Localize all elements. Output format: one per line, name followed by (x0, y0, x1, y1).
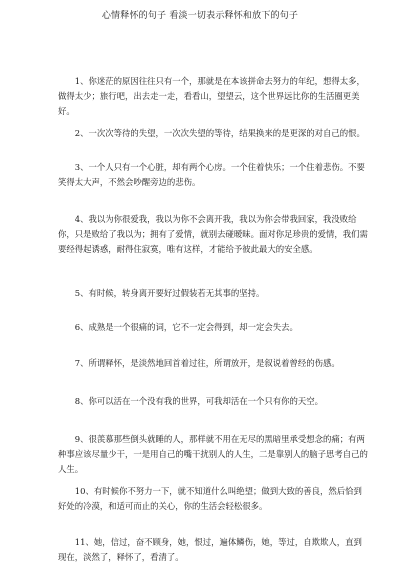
paragraph-4: 4、我以为你很爱我，我以为你不会离开我，我以为你会带我回家，我没败给你，只是败给了我以为；拥有了爱情，就别去碰暧昧。面对你足珍贵的爱情，我们需要经得起诱惑，耐得住寂寞，唯有这样，才能给予彼此最大的安全感。 (58, 214, 368, 255)
paragraph-9: 9、很羡慕那些倒头就睡的人，那样就不用在无尽的黑暗里承受想念的痛；有两种事应该尽量少干，一是用自己的嘴干扰别人的人生，二是靠别人的脑子思考自己的人生。 (58, 434, 368, 475)
paragraph-8: 8、你可以活在一个没有我的世界，可我却活在一个只有你的天空。 (74, 396, 323, 407)
paragraph-7: 7、所谓释怀，是淡然地回首着过往，所谓放开，是叙说着曾经的伤感。 (74, 358, 340, 369)
paragraph-5: 5、有时候，转身离开要好过假装若无其事的坚持。 (74, 288, 265, 299)
paragraph-3: 3、一个人只有一个心脏，却有两个心房。一个住着快乐；一个住着悲伤。不要笑得太大声，不然会吵醒旁边的悲伤。 (58, 162, 365, 188)
article-title: 心情释怀的句子 看淡一切表示释怀和放下的句子 (101, 11, 299, 21)
paragraph-1: 1、你迷茫的原因往往只有一个，那就是在本该拼命去努力的年纪，想得太多，做得太少；旅行吧，出去走一走，看看山，望望云，这个世界远比你的生活圈更美好。 (58, 76, 365, 117)
paragraph-10: 10、有时候你不努力一下，就不知道什么叫绝望；做到大致的善良，然后恰到好处的冷漠，和适可而止的关心，你的生活会轻松很多。 (58, 486, 362, 512)
paragraph-6: 6、成熟是一个很痛的词，它不一定会得到，却一定会失去。 (74, 322, 298, 333)
paragraph-2: 2、一次次等待的失望，一次次失望的等待，结果换来的是更深的对自己的恨。 (74, 128, 365, 139)
paragraph-11: 11、她，信过，奋不顾身，她，恨过，遍体鳞伤，她，等过，自欺欺人，直到现在，淡然了，释怀了，看清了。 (58, 537, 362, 563)
